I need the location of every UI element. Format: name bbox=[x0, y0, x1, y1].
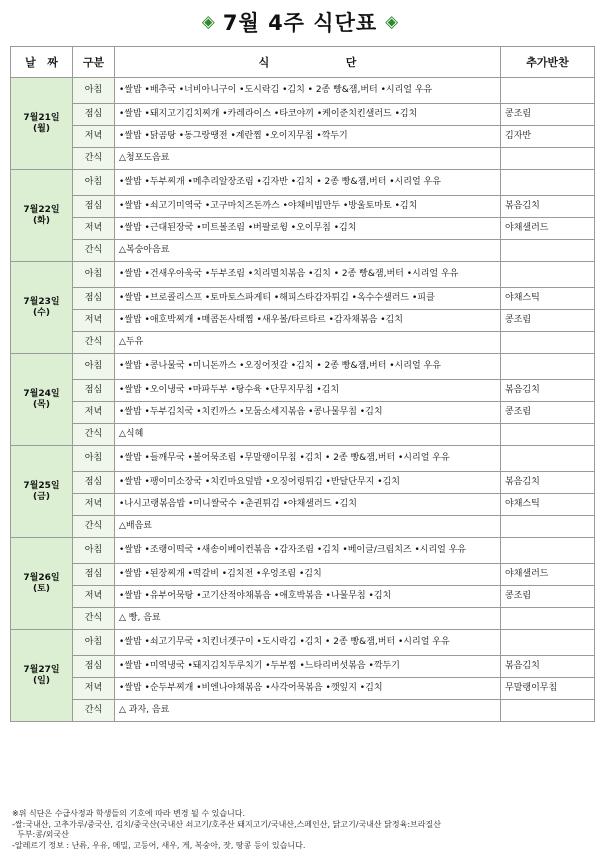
meal-row bbox=[11, 170, 595, 196]
day-label: 7월24일 (목) bbox=[11, 354, 73, 446]
meal-extra: 야채스틱 bbox=[501, 288, 595, 310]
day-label: 7월22일 (화) bbox=[11, 170, 73, 262]
meal-row bbox=[11, 148, 595, 170]
meal-row bbox=[11, 424, 595, 446]
meal-menu: •쌀밥 •유부어묵탕 •고기산적야채볶음 •애호박볶음 •나물무침 •김치 bbox=[115, 586, 501, 608]
meal-type: 점심 bbox=[73, 196, 115, 218]
meal-type: 저녁 bbox=[73, 586, 115, 608]
meal-row bbox=[11, 262, 595, 288]
meal-extra bbox=[501, 424, 595, 446]
meal-row bbox=[11, 104, 595, 126]
meal-extra: 볶음김치 bbox=[501, 196, 595, 218]
meal-type: 저녁 bbox=[73, 402, 115, 424]
meal-menu: •나시고랭볶음밥 •미니쌀국수 •춘권튀김 •야채샐러드 •김치 bbox=[115, 494, 501, 516]
meal-extra: 야채샐러드 bbox=[501, 564, 595, 586]
meal-type: 아침 bbox=[73, 538, 115, 564]
meal-row bbox=[11, 630, 595, 656]
meal-type: 아침 bbox=[73, 446, 115, 472]
meal-menu: •쌀밥 •들깨무국 •볼어묵조림 •무말랭이무침 •김치 • 2종 빵&잼,버터 •시리얼 우유 bbox=[115, 446, 501, 472]
meal-row bbox=[11, 380, 595, 402]
meal-row bbox=[11, 332, 595, 354]
meal-extra: 김자반 bbox=[501, 126, 595, 148]
meal-menu: •쌀밥 •조랭이떡국 •새송이베이컨볶음 •감자조림 •김치 •베이글/크림치즈 •시리얼 우유 bbox=[115, 538, 501, 564]
meal-row bbox=[11, 678, 595, 700]
meal-menu: •쌀밥 •팽이미소장국 •치킨마요덮밥 •오징어링튀김 •반달단무지 •김치 bbox=[115, 472, 501, 494]
meal-menu: •쌀밥 •콩나물국 •미니돈까스 •오징어젓갈 •김치 • 2종 빵&잼,버터 •시리얼 우유 bbox=[115, 354, 501, 380]
header-type: 구분 bbox=[73, 47, 115, 78]
meal-type: 간식 bbox=[73, 240, 115, 262]
meal-extra: 야채샐러드 bbox=[501, 218, 595, 240]
day-label: 7월27일 (일) bbox=[11, 630, 73, 722]
meal-row bbox=[11, 354, 595, 380]
meal-menu: •쌀밥 •배추국 •너비아니구이 •도시락김 •김치 • 2종 빵&잼,버터 •시리얼 우유 bbox=[115, 78, 501, 104]
meal-row bbox=[11, 310, 595, 332]
note-line: -쌀:국내산, 고추가루/중국산, 김치/중국산(국내산 쇠고기/호주산 돼지고기/국내산,스페인산, 닭고기/국내산 닭정육:브라질산 bbox=[12, 819, 441, 829]
meal-menu: △ 빵, 음료 bbox=[115, 608, 501, 630]
meal-row bbox=[11, 538, 595, 564]
meal-row bbox=[11, 402, 595, 424]
meal-menu: •쌀밥 •쇠고기무국 •치킨너겟구이 •도시락김 •김치 • 2종 빵&잼,버터 •시리얼 우유 bbox=[115, 630, 501, 656]
meal-row bbox=[11, 472, 595, 494]
meal-type: 저녁 bbox=[73, 126, 115, 148]
meal-extra: 야채스틱 bbox=[501, 494, 595, 516]
meal-type: 점심 bbox=[73, 288, 115, 310]
meal-row bbox=[11, 78, 595, 104]
day-label: 7월26일 (토) bbox=[11, 538, 73, 630]
menu-table bbox=[10, 46, 595, 722]
meal-menu: •쌀밥 •브로콜리스프 •토마토스파게티 •해피스타감자튀김 •옥수수샐러드 •피클 bbox=[115, 288, 501, 310]
meal-type: 아침 bbox=[73, 78, 115, 104]
meal-menu: △두유 bbox=[115, 332, 501, 354]
meal-type: 점심 bbox=[73, 564, 115, 586]
meal-type: 아침 bbox=[73, 170, 115, 196]
notes bbox=[12, 809, 592, 851]
header-extra: 추가반찬 bbox=[501, 47, 595, 78]
meal-type: 아침 bbox=[73, 262, 115, 288]
meal-type: 점심 bbox=[73, 656, 115, 678]
meal-menu: •쌀밥 •두부찌개 •메추리알장조림 •김자반 •김치 • 2종 빵&잼,버터 •시리얼 우유 bbox=[115, 170, 501, 196]
diamond-left-icon: ◈ bbox=[201, 11, 215, 32]
meal-row bbox=[11, 494, 595, 516]
meal-row bbox=[11, 446, 595, 472]
meal-menu: •쌀밥 •된장찌개 •떡갈비 •김치전 •우엉조림 •김치 bbox=[115, 564, 501, 586]
meal-row bbox=[11, 700, 595, 722]
meal-menu: •쌀밥 •애호박찌개 •매콤돈사태찜 •새우볼/타르타르 •감자채볶음 •김치 bbox=[115, 310, 501, 332]
meal-extra: 볶음김치 bbox=[501, 472, 595, 494]
meal-extra bbox=[501, 170, 595, 196]
meal-menu: •쌀밥 •건새우아욱국 •두부조림 •치리멸치볶음 •김치 • 2종 빵&잼,버터 •시리얼 우유 bbox=[115, 262, 501, 288]
meal-type: 아침 bbox=[73, 630, 115, 656]
meal-row bbox=[11, 516, 595, 538]
meal-row bbox=[11, 196, 595, 218]
meal-extra: 무말랭이무침 bbox=[501, 678, 595, 700]
meal-extra: 콩조림 bbox=[501, 104, 595, 126]
meal-type: 저녁 bbox=[73, 494, 115, 516]
meal-row bbox=[11, 656, 595, 678]
meal-type: 점심 bbox=[73, 380, 115, 402]
meal-extra bbox=[501, 354, 595, 380]
note-line: 두부:콩/외국산 bbox=[12, 830, 69, 839]
meal-extra bbox=[501, 262, 595, 288]
meal-menu: •쌀밥 •순두부찌개 •비엔나야채볶음 •사각어묵볶음 •깻잎지 •김치 bbox=[115, 678, 501, 700]
meal-type: 간식 bbox=[73, 608, 115, 630]
meal-type: 간식 bbox=[73, 332, 115, 354]
meal-type: 저녁 bbox=[73, 678, 115, 700]
meal-extra: 콩조림 bbox=[501, 402, 595, 424]
meal-menu: △복숭아음료 bbox=[115, 240, 501, 262]
meal-row bbox=[11, 218, 595, 240]
meal-row bbox=[11, 564, 595, 586]
meal-menu: •쌀밥 •근대된장국 •미트볼조림 •버팔로윙 •오이무침 •김치 bbox=[115, 218, 501, 240]
meal-extra bbox=[501, 516, 595, 538]
header-row bbox=[11, 47, 595, 78]
diamond-right-icon: ◈ bbox=[385, 11, 399, 32]
meal-menu: •쌀밥 •오이냉국 •마파두부 •탕수육 •단무지무침 •김치 bbox=[115, 380, 501, 402]
note-line: ※위 식단은 수급사정과 학생들의 기호에 따라 변경 될 수 있습니다. bbox=[12, 809, 246, 818]
header-menu: 식 단 bbox=[115, 47, 501, 78]
meal-menu: •쌀밥 •미역냉국 •돼지김치두루치기 •두부찜 •느타리버섯볶음 •깍두기 bbox=[115, 656, 501, 678]
meal-type: 간식 bbox=[73, 516, 115, 538]
meal-menu: •쌀밥 •닭곰탕 •동그랑땡전 •계란찜 •오이지무침 •깍두기 bbox=[115, 126, 501, 148]
meal-extra bbox=[501, 148, 595, 170]
meal-type: 저녁 bbox=[73, 310, 115, 332]
day-label: 7월21일 (월) bbox=[11, 78, 73, 170]
meal-extra bbox=[501, 608, 595, 630]
meal-menu: △배음료 bbox=[115, 516, 501, 538]
header-date: 날 짜 bbox=[11, 47, 73, 78]
meal-menu: △식혜 bbox=[115, 424, 501, 446]
meal-row bbox=[11, 586, 595, 608]
page-title: 7월 4주 식단표 bbox=[222, 11, 378, 35]
meal-type: 간식 bbox=[73, 148, 115, 170]
meal-menu: •쌀밥 •돼지고기김치찌개 •카레라이스 •타코야끼 •케이준치킨샐러드 •김치 bbox=[115, 104, 501, 126]
meal-menu: •쌀밥 •두부김치국 •치킨까스 •모둠소세지볶음 •콩나물무침 •김치 bbox=[115, 402, 501, 424]
meal-extra: 볶음김치 bbox=[501, 656, 595, 678]
day-label: 7월23일 (수) bbox=[11, 262, 73, 354]
meal-extra bbox=[501, 630, 595, 656]
meal-extra bbox=[501, 78, 595, 104]
meal-row bbox=[11, 240, 595, 262]
meal-type: 간식 bbox=[73, 700, 115, 722]
meal-type: 저녁 bbox=[73, 218, 115, 240]
meal-extra bbox=[501, 700, 595, 722]
meal-row bbox=[11, 126, 595, 148]
meal-extra: 콩조림 bbox=[501, 310, 595, 332]
meal-extra bbox=[501, 332, 595, 354]
meal-row bbox=[11, 288, 595, 310]
meal-menu: △청포도음료 bbox=[115, 148, 501, 170]
meal-extra bbox=[501, 446, 595, 472]
meal-menu: △ 과자, 음료 bbox=[115, 700, 501, 722]
day-label: 7월25일 (금) bbox=[11, 446, 73, 538]
meal-type: 간식 bbox=[73, 424, 115, 446]
title-bar bbox=[0, 6, 600, 38]
meal-extra bbox=[501, 240, 595, 262]
meal-row bbox=[11, 608, 595, 630]
meal-type: 점심 bbox=[73, 104, 115, 126]
menu-body bbox=[11, 78, 595, 722]
meal-extra: 볶음김치 bbox=[501, 380, 595, 402]
meal-type: 아침 bbox=[73, 354, 115, 380]
meal-menu: •쌀밥 •쇠고기미역국 •고구마치즈돈까스 •야채비빔만두 •방울토마토 •김치 bbox=[115, 196, 501, 218]
meal-extra: 콩조림 bbox=[501, 586, 595, 608]
note-line: -알레르기 정보 : 난류, 우유, 메밀, 고등어, 새우, 게, 복숭아, 잣, 땅콩 등이 있습니다. bbox=[12, 840, 306, 850]
meal-type: 점심 bbox=[73, 472, 115, 494]
meal-extra bbox=[501, 538, 595, 564]
